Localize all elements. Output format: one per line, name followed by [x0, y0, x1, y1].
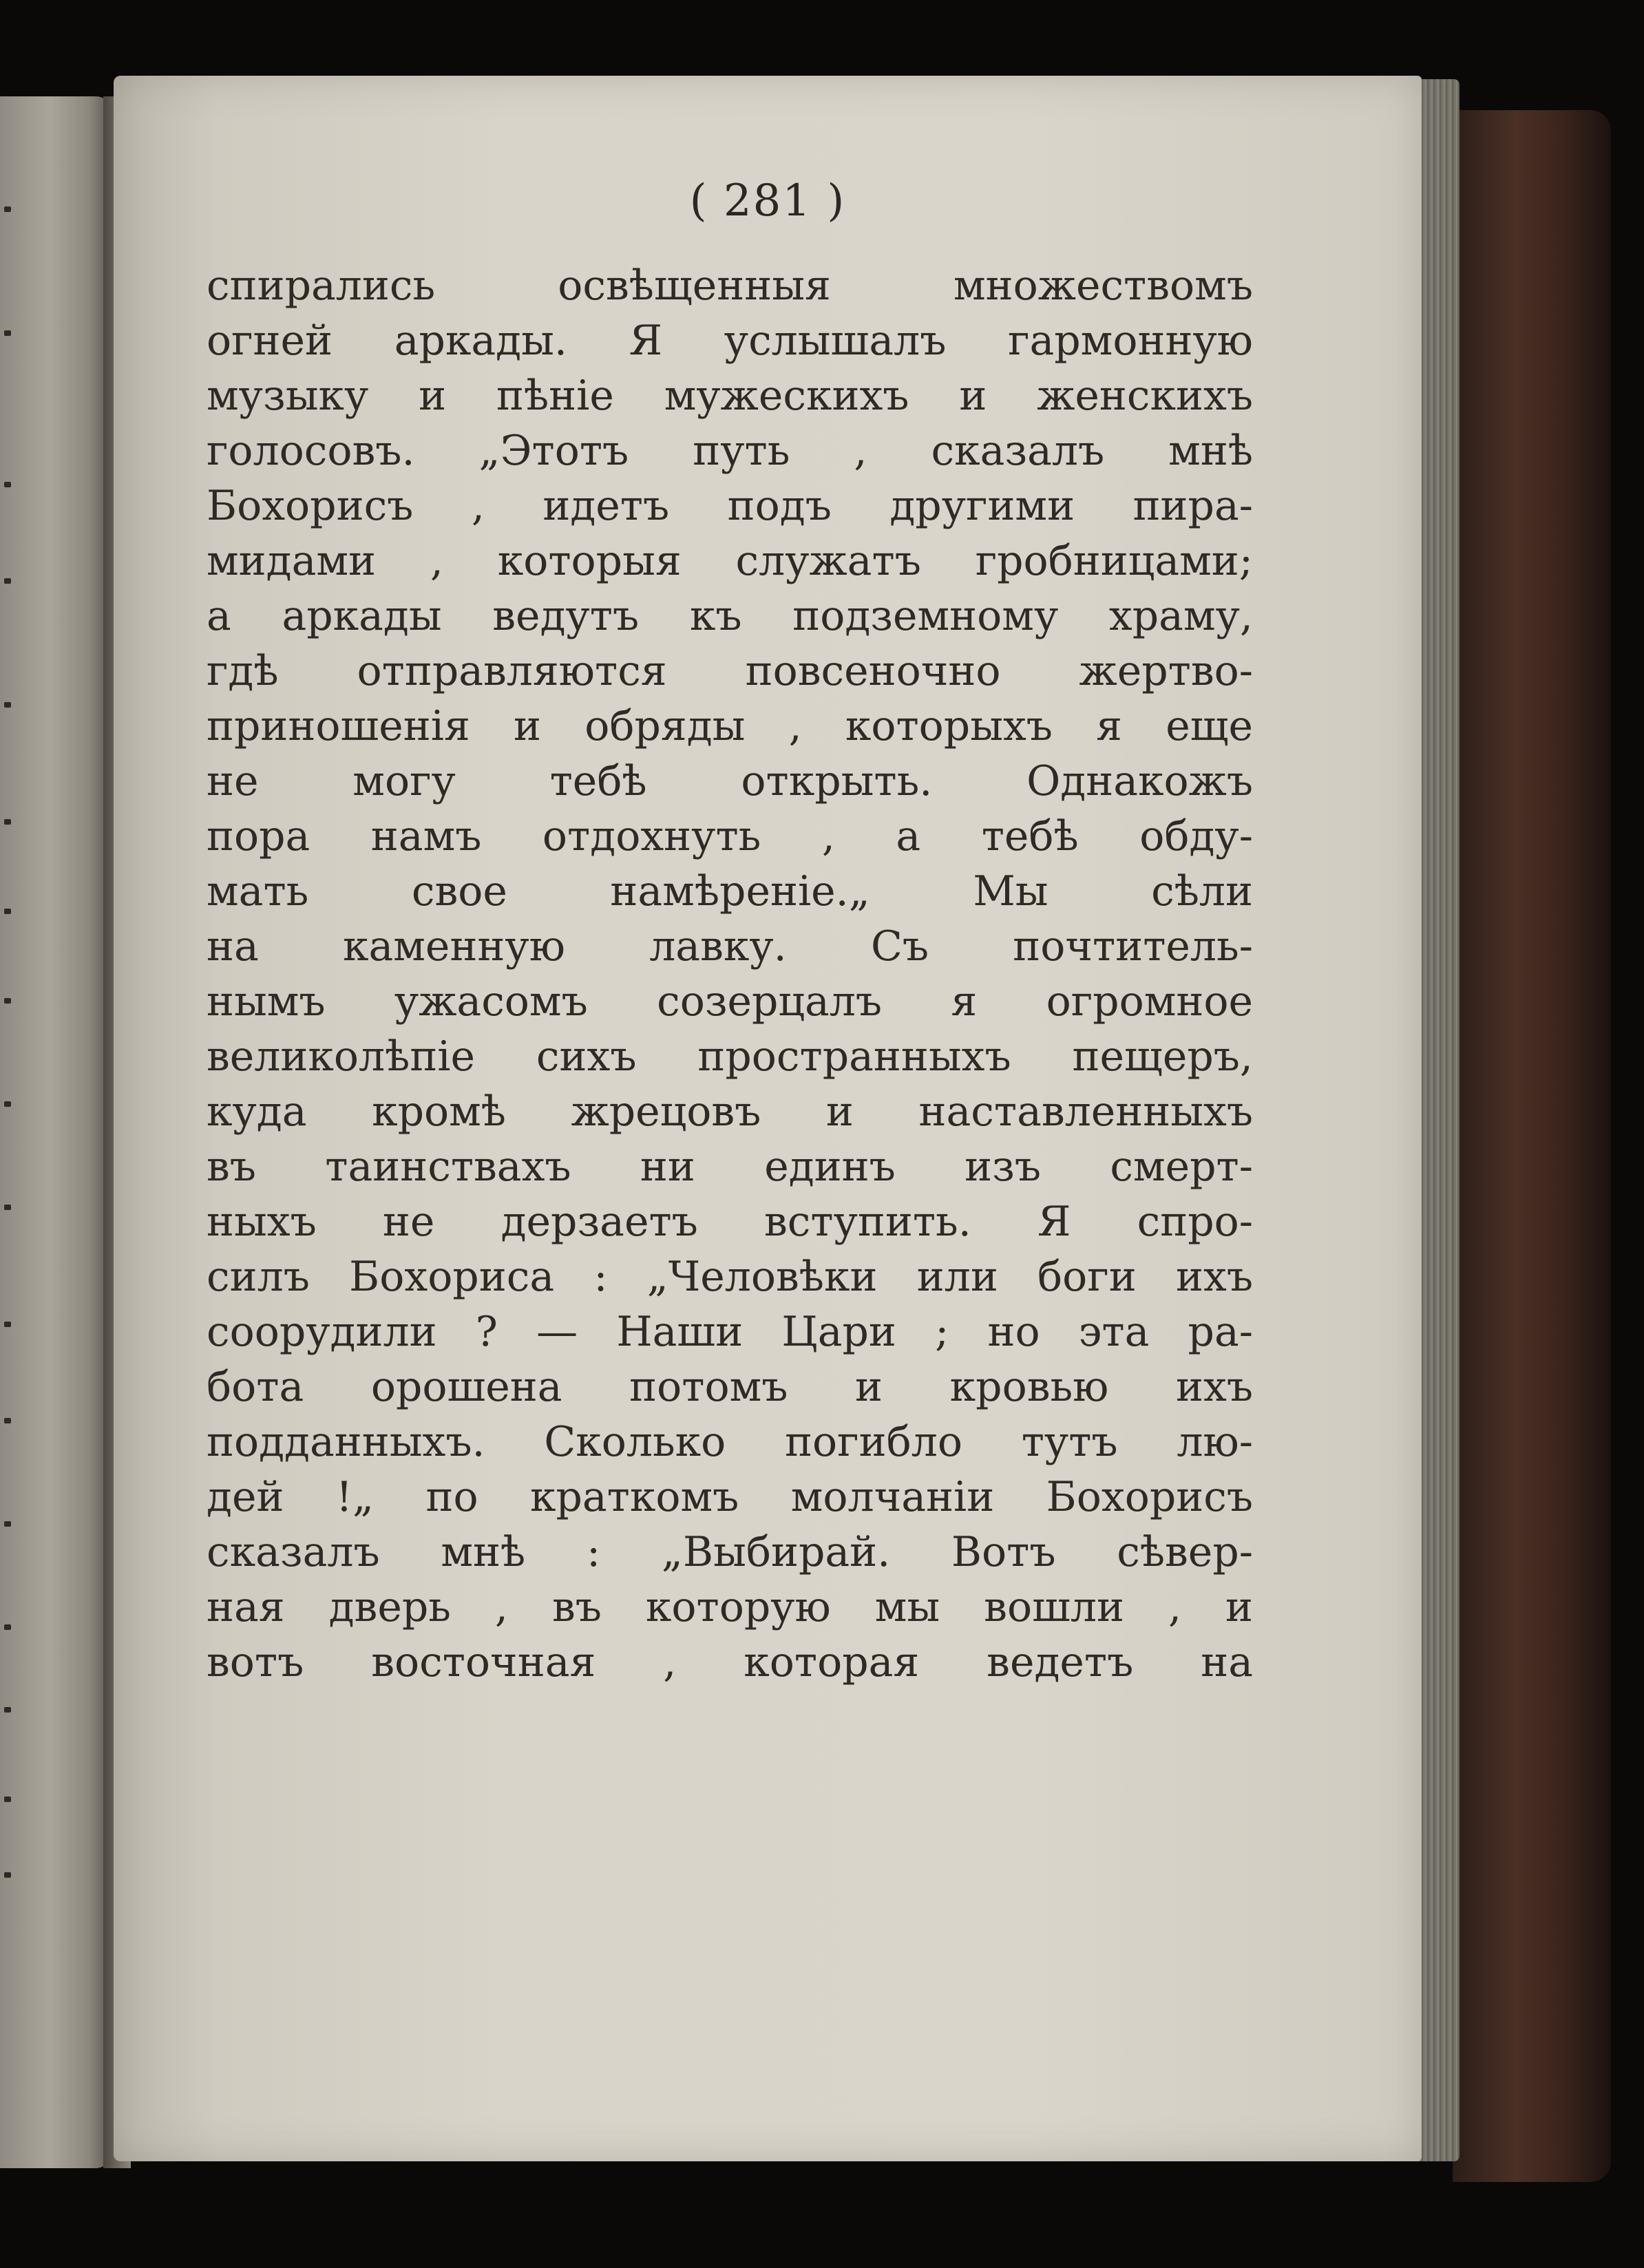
- left-text-fragment: [4, 702, 11, 708]
- text-line: дей !„ по краткомъ молчаніи Бохорисъ: [207, 1473, 1253, 1521]
- text-line: подданныхъ. Сколько погибло тутъ лю-: [207, 1418, 1253, 1466]
- left-page-fragment: [0, 96, 110, 2168]
- text-line: сказалъ мнѣ : „Выбирай. Вотъ сѣвер-: [207, 1528, 1253, 1576]
- left-text-fragment: [4, 1521, 11, 1527]
- text-line: ныхъ не дерзаетъ вступить. Я спро-: [207, 1198, 1253, 1246]
- text-line: соорудили ? — Наши Цари ; но эта ра-: [207, 1308, 1253, 1356]
- left-text-fragment: [4, 482, 11, 487]
- text-line: приношенія и обряды , которыхъ я еще: [207, 702, 1253, 750]
- left-text-fragment: [4, 909, 11, 914]
- text-line: ная дверь , въ которую мы вошли , и: [207, 1583, 1253, 1631]
- text-line: вотъ восточная , которая ведетъ на: [207, 1638, 1253, 1686]
- text-line: не могу тебѣ открыть. Однакожъ: [207, 757, 1253, 805]
- text-line: голосовъ. „Этотъ путь , сказалъ мнѣ: [207, 427, 1253, 475]
- book-cover-edge: [1453, 110, 1611, 2182]
- left-text-fragment: [4, 1322, 11, 1327]
- text-line: гдѣ отправляются повсеночно жертво-: [207, 647, 1253, 695]
- left-text-fragment: [4, 206, 11, 212]
- left-text-fragment: [4, 578, 11, 584]
- text-line: въ таинствахъ ни единъ изъ смерт-: [207, 1143, 1253, 1191]
- text-line: Бохорисъ , идетъ подъ другими пира-: [207, 482, 1253, 530]
- text-line: великолѣпіе сихъ пространныхъ пещеръ,: [207, 1032, 1253, 1081]
- text-line: мать свое намѣреніе.„ Мы сѣли: [207, 867, 1253, 915]
- left-text-fragment: [4, 1101, 11, 1107]
- left-text-fragment: [4, 1872, 11, 1878]
- text-line: куда кромѣ жрецовъ и наставленныхъ: [207, 1088, 1253, 1136]
- text-line: музыку и пѣніе мужескихъ и женскихъ: [207, 372, 1253, 420]
- page-body-text: [207, 258, 1253, 1690]
- text-line: огней аркады. Я услышалъ гармонную: [207, 317, 1253, 365]
- page-number-header: ( 281 ): [689, 176, 846, 226]
- left-text-fragment: [4, 819, 11, 825]
- left-text-fragment: [4, 1797, 11, 1802]
- left-page-text-fragments: [0, 96, 21, 2168]
- text-line: а аркады ведутъ къ подземному храму,: [207, 592, 1253, 640]
- left-text-fragment: [4, 1205, 11, 1210]
- text-line: мидами , которыя служатъ гробницами;: [207, 537, 1253, 585]
- left-text-fragment: [4, 330, 11, 336]
- text-line: пора намъ отдохнуть , а тебѣ обду-: [207, 812, 1253, 860]
- text-line: на каменную лавку. Съ почтитель-: [207, 922, 1253, 971]
- left-text-fragment: [4, 1418, 11, 1423]
- text-line: бота орошена потомъ и кровью ихъ: [207, 1363, 1253, 1411]
- text-line: нымъ ужасомъ созерцалъ я огромное: [207, 977, 1253, 1026]
- left-text-fragment: [4, 1624, 11, 1630]
- text-line: силъ Бохориса : „Человѣки или боги ихъ: [207, 1253, 1253, 1301]
- left-text-fragment: [4, 998, 11, 1004]
- left-text-fragment: [4, 1707, 11, 1713]
- text-line: спирались освѣщенныя множествомъ: [207, 262, 1253, 310]
